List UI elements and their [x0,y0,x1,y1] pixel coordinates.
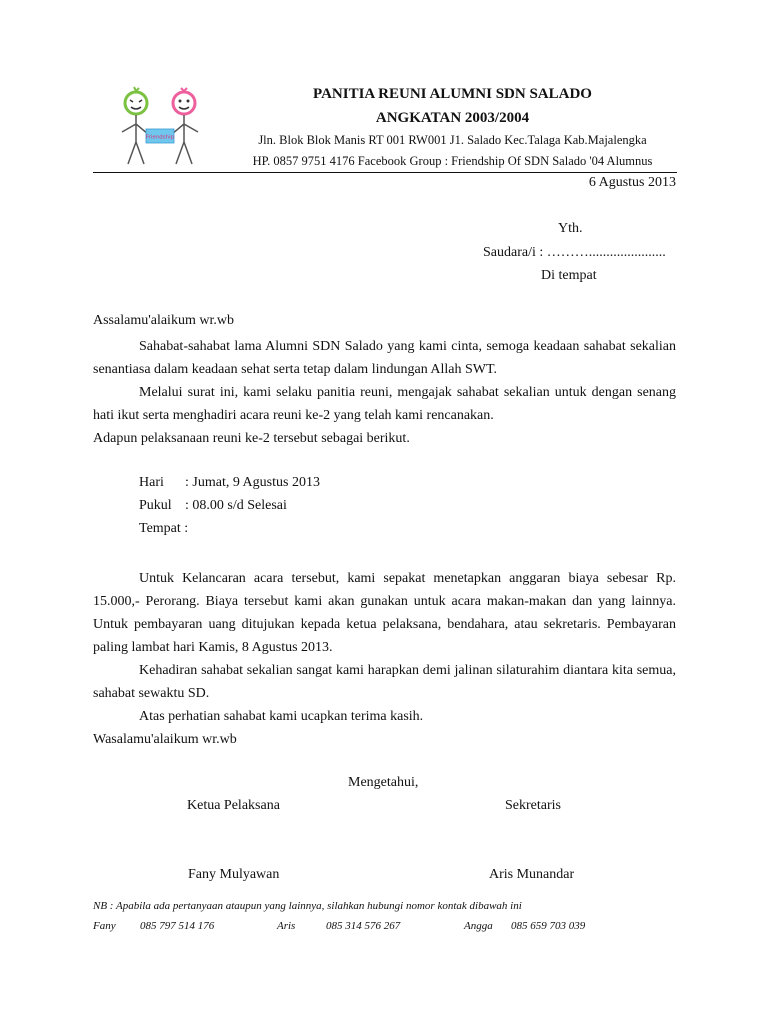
footer-note: NB : Apabila ada pertanyaan ataupun yang lainnya, silahkan hubungi nomor kontak dibawah ini [93,900,522,912]
secretary-name: Aris Munandar [489,867,575,882]
recipient-place: Di tempat [541,268,597,283]
paragraph-6: Atas perhatian sahabat kami ucapkan terima kasih. [139,709,424,724]
header-divider [93,172,677,173]
paragraph-4: Untuk Kelancaran acara tersebut, kami sepakat menetapkan anggaran biaya sebesar Rp. 15.000,- Perorang. Biaya tersebut kami akan gunakan untuk acara makan-makan dan yang lainnya. Untuk pembayaran uang ditujukan kepada ketua pelaksana, bendahara, atau sekretaris. Pembayaran paling lambat hari Kamis, 8 Agustus 2013. [93,571,676,655]
logo-badge-text: Friendship [145,134,175,141]
contact-name-3: Angga [464,920,493,932]
schedule-place-label: Tempat : [139,521,189,536]
paragraph-3: Adapun pelaksanaan reuni ke-2 tersebut sebagai berikut. [93,431,410,446]
chair-name: Fany Mulyawan [188,867,280,882]
org-contact: HP. 0857 9751 4176 Facebook Group : Friendship Of SDN Salado '04 Alumnus [252,154,653,168]
paragraph-5: Kehadiran sahabat sekalian sangat kami harapkan demi jalinan silaturahim diantara kita semua, sahabat sewaktu SD. [93,663,676,701]
recipient-name: Saudara/i : ………...................... [483,245,666,260]
contact-phone-3: 085 659 703 039 [511,920,586,932]
letter-date: 6 Agustus 2013 [588,175,676,190]
org-title: PANITIA REUNI ALUMNI SDN SALADO [313,86,592,102]
greeting: Assalamu'alaikum wr.wb [93,313,234,328]
schedule-time-value: : 08.00 s/d Selesai [185,498,287,513]
secretary-role: Sekretaris [505,798,561,813]
chair-role: Ketua Pelaksana [187,798,280,813]
contact-phone-1: 085 797 514 176 [140,920,215,932]
schedule-day-value: : Jumat, 9 Agustus 2013 [185,475,320,490]
friendship-logo [118,86,210,168]
contact-name-2: Aris [277,920,296,932]
recipient-yth: Yth. [558,221,583,236]
org-address: Jln. Blok Blok Manis RT 001 RW001 J1. Salado Kec.Talaga Kab.Majalengka [258,133,647,147]
paragraph-2: Melalui surat ini, kami selaku panitia reuni, mengajak sahabat sekalian untuk dengan senang hati ikut serta menghadiri acara reuni ke-2 yang telah kami rencanakan. [93,385,676,423]
body-paragraphs-main [93,567,676,751]
paragraph-1: Sahabat-sahabat lama Alumni SDN Salado yang kami cinta, semoga keadaan sahabat sekalian senantiasa dalam keadaan sehat serta tetap dalam lindungan Allah SWT. [93,339,676,377]
contact-name-1: Fany [93,920,116,932]
schedule-day-label: Hari [139,475,164,490]
contact-phone-2: 085 314 576 267 [326,920,401,932]
body-paragraphs-intro [93,335,676,450]
org-subtitle: ANGKATAN 2003/2004 [375,110,530,126]
acknowledged-label: Mengetahui, [348,775,419,790]
schedule-time-label: Pukul [139,498,172,513]
closing-greeting: Wasalamu'alaikum wr.wb [93,732,237,747]
